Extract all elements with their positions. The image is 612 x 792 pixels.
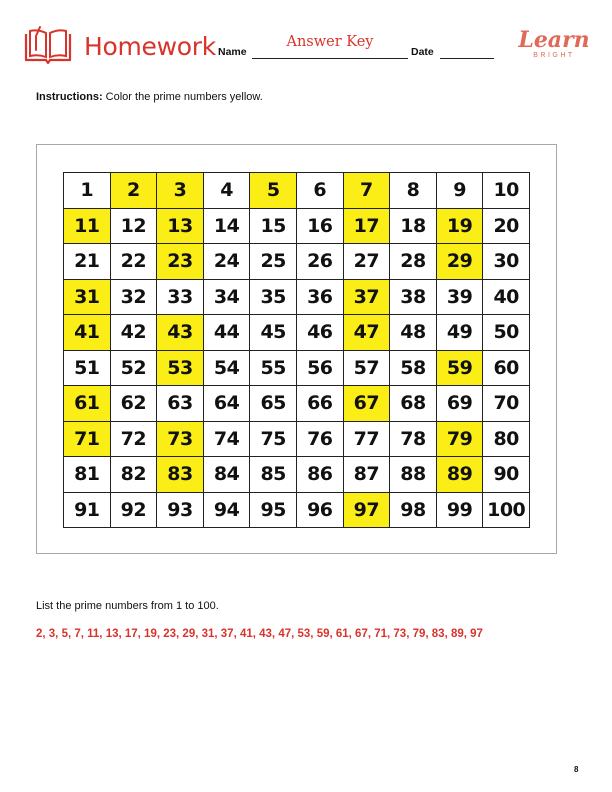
grid-cell: 40 — [483, 280, 530, 316]
grid-cell: 4 — [204, 173, 251, 209]
grid-cell: 62 — [111, 386, 158, 422]
grid-cell: 53 — [157, 351, 204, 387]
grid-cell: 12 — [111, 209, 158, 245]
grid-cell: 66 — [297, 386, 344, 422]
grid-cell: 52 — [111, 351, 158, 387]
grid-cell: 69 — [437, 386, 484, 422]
grid-cell: 3 — [157, 173, 204, 209]
grid-cell: 99 — [437, 493, 484, 529]
grid-cell: 70 — [483, 386, 530, 422]
name-line — [252, 58, 408, 59]
grid-cell: 18 — [390, 209, 437, 245]
grid-cell: 68 — [390, 386, 437, 422]
grid-cell: 2 — [111, 173, 158, 209]
grid-cell: 67 — [344, 386, 391, 422]
grid-cell: 23 — [157, 244, 204, 280]
date-line — [440, 58, 494, 59]
grid-cell: 61 — [64, 386, 111, 422]
grid-cell: 42 — [111, 315, 158, 351]
grid-cell: 54 — [204, 351, 251, 387]
grid-cell: 88 — [390, 457, 437, 493]
grid-cell: 60 — [483, 351, 530, 387]
grid-cell: 27 — [344, 244, 391, 280]
learn-bright-logo — [518, 28, 590, 59]
grid-cell: 24 — [204, 244, 251, 280]
grid-cell: 29 — [437, 244, 484, 280]
grid-cell: 14 — [204, 209, 251, 245]
grid-cell: 16 — [297, 209, 344, 245]
grid-cell: 19 — [437, 209, 484, 245]
grid-cell: 43 — [157, 315, 204, 351]
grid-cell: 37 — [344, 280, 391, 316]
grid-cell: 63 — [157, 386, 204, 422]
grid-cell: 26 — [297, 244, 344, 280]
grid-cell: 95 — [250, 493, 297, 529]
grid-cell: 92 — [111, 493, 158, 529]
grid-cell: 90 — [483, 457, 530, 493]
grid-cell: 86 — [297, 457, 344, 493]
hundred-chart — [63, 172, 530, 528]
page-number: 8 — [574, 765, 579, 774]
grid-cell: 47 — [344, 315, 391, 351]
grid-cell: 49 — [437, 315, 484, 351]
grid-cell: 91 — [64, 493, 111, 529]
grid-cell: 7 — [344, 173, 391, 209]
grid-cell: 78 — [390, 422, 437, 458]
instructions — [36, 91, 263, 103]
grid-cell: 11 — [64, 209, 111, 245]
grid-cell: 28 — [390, 244, 437, 280]
grid-cell: 65 — [250, 386, 297, 422]
grid-cell: 100 — [483, 493, 530, 529]
grid-cell: 97 — [344, 493, 391, 529]
date-label: Date — [411, 46, 434, 58]
grid-cell: 58 — [390, 351, 437, 387]
grid-cell: 1 — [64, 173, 111, 209]
grid-cell: 87 — [344, 457, 391, 493]
grid-cell: 32 — [111, 280, 158, 316]
grid-cell: 79 — [437, 422, 484, 458]
grid-cell: 46 — [297, 315, 344, 351]
grid-cell: 36 — [297, 280, 344, 316]
grid-cell: 31 — [64, 280, 111, 316]
grid-cell: 33 — [157, 280, 204, 316]
grid-cell: 57 — [344, 351, 391, 387]
grid-cell: 25 — [250, 244, 297, 280]
grid-cell: 10 — [483, 173, 530, 209]
grid-cell: 50 — [483, 315, 530, 351]
grid-cell: 74 — [204, 422, 251, 458]
grid-cell: 83 — [157, 457, 204, 493]
grid-cell: 6 — [297, 173, 344, 209]
name-value: Answer Key — [286, 34, 374, 50]
grid-cell: 73 — [157, 422, 204, 458]
grid-cell: 82 — [111, 457, 158, 493]
list-prompt: List the prime numbers from 1 to 100. — [36, 600, 219, 612]
list-answer: 2, 3, 5, 7, 11, 13, 17, 19, 23, 29, 31, 37, 41, 43, 47, 53, 59, 61, 67, 71, 73, 79, 83, 89, 97 — [36, 628, 483, 640]
grid-cell: 76 — [297, 422, 344, 458]
grid-cell: 44 — [204, 315, 251, 351]
grid-cell: 21 — [64, 244, 111, 280]
grid-cell: 84 — [204, 457, 251, 493]
grid-cell: 51 — [64, 351, 111, 387]
grid-cell: 55 — [250, 351, 297, 387]
homework-title: Homework — [84, 32, 216, 61]
grid-cell: 56 — [297, 351, 344, 387]
grid-cell: 80 — [483, 422, 530, 458]
grid-cell: 72 — [111, 422, 158, 458]
grid-cell: 89 — [437, 457, 484, 493]
instructions-label: Instructions: — [36, 91, 103, 103]
page-header — [22, 24, 592, 68]
grid-cell: 20 — [483, 209, 530, 245]
grid-cell: 48 — [390, 315, 437, 351]
grid-cell: 59 — [437, 351, 484, 387]
grid-cell: 94 — [204, 493, 251, 529]
grid-cell: 77 — [344, 422, 391, 458]
grid-cell: 45 — [250, 315, 297, 351]
grid-cell: 98 — [390, 493, 437, 529]
grid-cell: 71 — [64, 422, 111, 458]
grid-cell: 35 — [250, 280, 297, 316]
grid-cell: 64 — [204, 386, 251, 422]
grid-cell: 13 — [157, 209, 204, 245]
instructions-text: Color the prime numbers yellow. — [102, 91, 263, 103]
book-icon — [22, 26, 74, 66]
grid-cell: 81 — [64, 457, 111, 493]
grid-cell: 5 — [250, 173, 297, 209]
grid-cell: 41 — [64, 315, 111, 351]
name-label: Name — [218, 46, 247, 58]
grid-cell: 93 — [157, 493, 204, 529]
grid-cell: 34 — [204, 280, 251, 316]
grid-cell: 75 — [250, 422, 297, 458]
grid-cell: 30 — [483, 244, 530, 280]
grid-cell: 8 — [390, 173, 437, 209]
grid-cell: 17 — [344, 209, 391, 245]
grid-cell: 22 — [111, 244, 158, 280]
grid-cell: 15 — [250, 209, 297, 245]
grid-cell: 85 — [250, 457, 297, 493]
grid-cell: 39 — [437, 280, 484, 316]
brand-sub: BRIGHT — [533, 52, 575, 59]
grid-cell: 96 — [297, 493, 344, 529]
brand-word: Learn — [518, 27, 590, 53]
grid-cell: 9 — [437, 173, 484, 209]
grid-cell: 38 — [390, 280, 437, 316]
